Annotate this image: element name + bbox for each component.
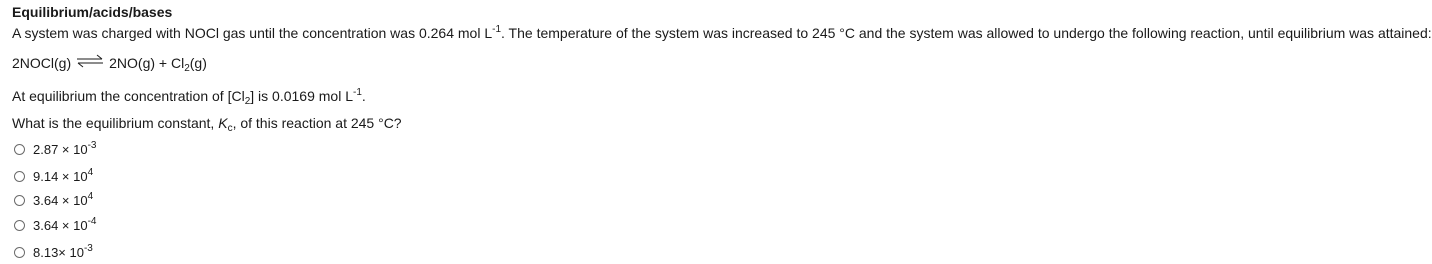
eq-exponent: -1 <box>352 87 362 98</box>
equilibrium-statement <box>12 87 366 107</box>
page-title: Equilibrium/acids/bases <box>12 4 173 20</box>
radio-button-icon[interactable] <box>14 171 25 182</box>
radio-button-icon[interactable] <box>14 220 25 231</box>
intro-text-end: . The temperature of the system was increased to 245 °C and the system was allowed to undergo the following reaction, until equilibrium was attained: <box>501 25 1432 41</box>
intro-text: A system was charged with NOCl gas until the concentration was 0.264 mol L <box>12 25 493 41</box>
answer-option-3[interactable] <box>14 193 93 208</box>
kc-subscript: c <box>227 123 233 134</box>
answer-option-4[interactable] <box>14 218 96 233</box>
products <box>109 55 207 74</box>
radio-button-icon[interactable] <box>14 195 25 206</box>
product-subscript: 2 <box>184 63 190 74</box>
answer-option-1[interactable] <box>14 142 96 157</box>
radio-button-icon[interactable] <box>14 144 25 155</box>
answer-option-2[interactable] <box>14 169 93 184</box>
eq-subscript: 2 <box>244 96 251 107</box>
radio-button-icon[interactable] <box>14 247 25 258</box>
reactant: 2NOCl(g) <box>12 55 72 71</box>
question-text-end: , of this reaction at 245 °C? <box>232 115 402 131</box>
question-intro <box>12 25 1432 41</box>
question-prompt <box>12 115 402 134</box>
eq-text: At equilibrium the concentration of [Cl <box>12 88 245 104</box>
intro-exponent: -1 <box>492 24 502 35</box>
eq-text-end: . <box>361 88 366 104</box>
option-label: $9.14 \times 10^4$ <box>33 167 94 184</box>
question-text: What is the equilibrium constant, <box>12 115 219 131</box>
option-label: $3.64 \times 10^4$ <box>33 191 94 208</box>
product-state: (g) <box>189 55 207 71</box>
equilibrium-arrow-icon <box>75 54 105 68</box>
kc-symbol: K <box>218 115 228 131</box>
option-label: $3.64 \times 10^{-4}$ <box>33 216 97 233</box>
option-label: $2.87 \times 10^{-3}$ <box>33 140 97 157</box>
eq-text-middle: ] is 0.0169 mol L <box>250 88 353 104</box>
product-text: 2NO(g) + Cl <box>109 55 185 71</box>
reaction-equation <box>12 54 207 74</box>
option-label: $8.13\times 10^{-3}$ <box>33 243 93 260</box>
answer-option-5[interactable] <box>14 245 93 260</box>
